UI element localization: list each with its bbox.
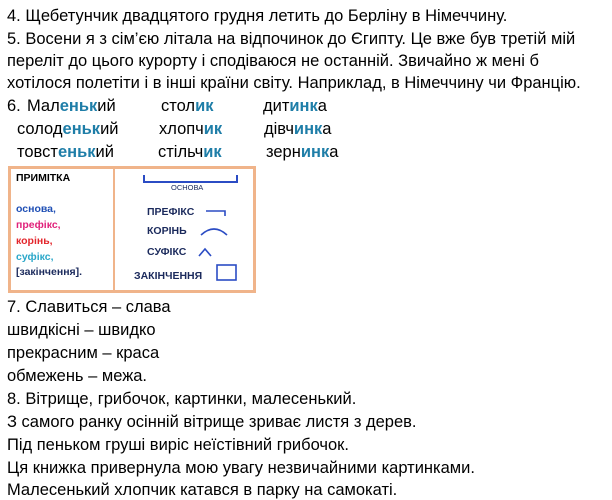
word-suffix: еньк [57, 143, 96, 161]
word-root: товст [17, 143, 58, 161]
word-khlopchyk [159, 119, 222, 139]
word-root: дит [263, 97, 290, 115]
note-sufiks: суфікс, [16, 251, 54, 263]
section6-label: 6. [7, 97, 21, 115]
word-tovstenkyi [17, 142, 114, 162]
word-root: стільч [158, 143, 204, 161]
word-malenkyi [27, 96, 116, 116]
word-suffix: ик [203, 143, 222, 161]
word-suffix: еньк [62, 120, 101, 138]
prefiks-label: ПРЕФІКС [147, 206, 195, 218]
line-8d: Ця книжка привернула мою увагу незвичайними картинками. [7, 459, 475, 477]
zakinchennia-label: ЗАКІНЧЕННЯ [134, 270, 203, 282]
word-suffix: ик [195, 97, 214, 115]
note-prefiks: префікс, [16, 219, 61, 231]
word-divchynka [264, 119, 331, 139]
word-stolyk [161, 96, 213, 116]
word-zernynka [266, 142, 338, 162]
zakinchennia-box-icon [216, 264, 238, 282]
line-7d: обмежень – межа. [7, 367, 148, 385]
word-root: солод [17, 120, 63, 138]
word-ending: ий [95, 143, 114, 161]
word-ending: ий [97, 97, 116, 115]
line-5c: хотілося полетіти і в інші країни світу. Наприклад, в Німеччину чи Францію. [7, 74, 581, 92]
note-title: ПРИМІТКА [16, 172, 71, 184]
note-box [8, 166, 256, 293]
word-suffix: инк [293, 120, 323, 138]
word-suffix: ик [203, 120, 223, 138]
word-ending: а [322, 120, 332, 138]
note-zakinchennia: [закінчення]. [16, 266, 83, 278]
word-root: стол [161, 97, 196, 115]
word-solodenkyi [17, 119, 119, 139]
word-dytynka [263, 96, 327, 116]
note-korin: корінь, [16, 235, 53, 247]
word-root: зерн [266, 143, 301, 161]
sufiks-label: СУФІКС [147, 246, 187, 258]
note-divider [113, 169, 115, 290]
word-ending: ий [100, 120, 119, 138]
line-8e: Малесенький хлопчик катався в парку на самокаті. [7, 481, 398, 499]
word-suffix: инк [289, 97, 318, 115]
word-suffix: еньк [59, 97, 98, 115]
word-ending: а [317, 97, 327, 115]
line-5a: 5. Восени я з сім’єю літала на відпочинок до Єгипту. Це вже був третій мій [7, 30, 576, 48]
note-osnova: основа, [16, 203, 56, 215]
line-4: 4. Щебетунчик двадцятого грудня летить до Берліну в Німеччину. [7, 7, 508, 25]
word-stilchyk [158, 142, 222, 162]
line-7b: швидкісні – швидко [7, 321, 156, 339]
word-root: Мал [27, 97, 60, 115]
word-root: дівч [264, 120, 294, 138]
line-8c: Під пеньком груші виріс неїстівний грибочок. [7, 436, 349, 454]
word-root: хлопч [159, 120, 204, 138]
line-8b: З самого ранку осінній вітрище зриває листя з дерев. [7, 413, 417, 431]
sufiks-caret-icon [197, 246, 213, 258]
line-5b: переліт до цього курорту і сподіваюся не останній. Звичайно ж мені б [7, 52, 539, 70]
osnova-caption: ОСНОВА [171, 183, 204, 192]
prefiks-mark-icon [205, 207, 227, 217]
word-suffix: инк [300, 143, 330, 161]
word-ending: а [329, 143, 339, 161]
korin-label: КОРІНЬ [147, 225, 187, 237]
line-7c: прекрасним – краса [7, 344, 160, 362]
line-7a: 7. Славиться – слава [7, 298, 171, 316]
korin-arc-icon [199, 225, 229, 237]
line-8a: 8. Вітрище, грибочок, картинки, малесенький. [7, 390, 357, 408]
